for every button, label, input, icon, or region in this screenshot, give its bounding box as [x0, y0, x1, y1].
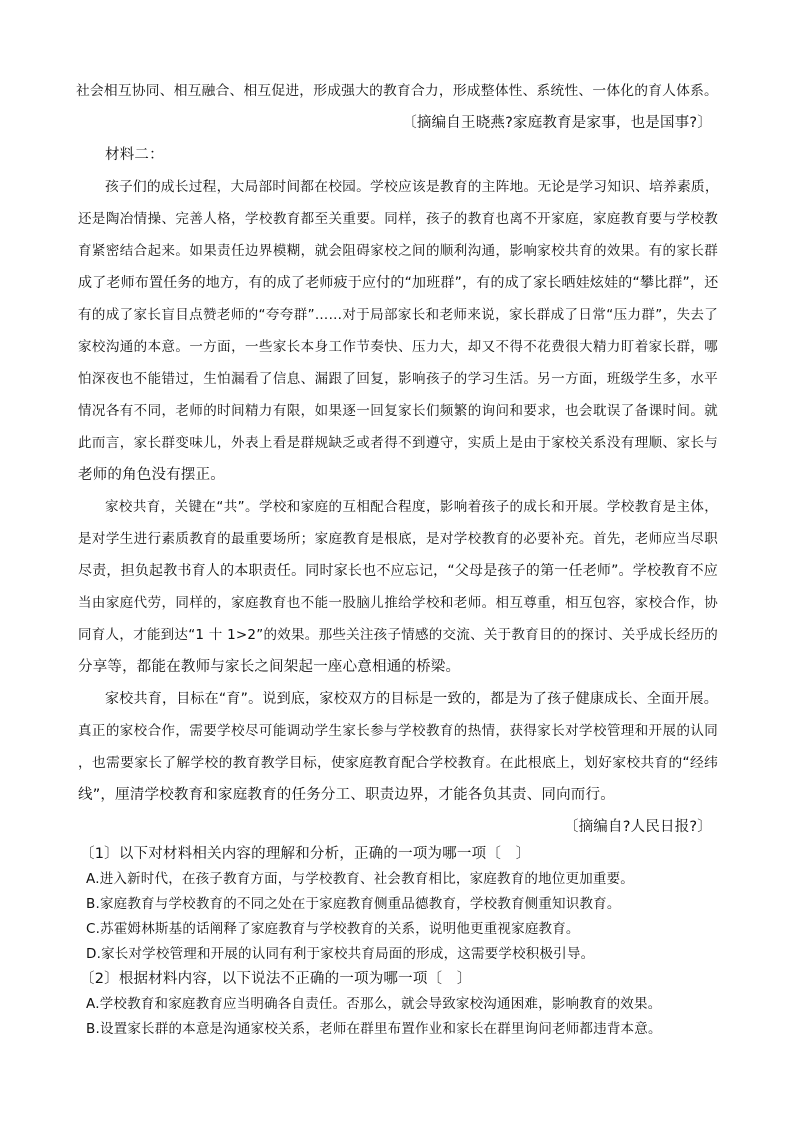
passage-line: 同育人，才能到达“1 十 1>2”的效果。那些关注孩子情感的交流、关于教育目的的探讨、关乎成长经历的 [78, 627, 718, 643]
passage-line: 此而言，家长群变味儿，外表上看是群规缺乏或者得不到遵守，实质上是由于家校关系没有理顺、家长与 [78, 435, 718, 451]
passage-line: 家校沟通的本意。一方面，一些家长本身工作节奏快、压力大，却又不得不花费很大精力盯着家长群，哪 [78, 339, 718, 355]
passage-line: 情况各有不同，老师的时间精力有限，如果逐一回复家长们频繁的询问和要求，也会耽误了备课时间。就 [78, 403, 718, 419]
answer-option-b[interactable]: B.设置家长群的本意是沟通家校关系，老师在群里布置作业和家长在群里询问老师都违背本意。 [86, 1021, 662, 1037]
passage-line: 家校共育，关键在“共”。学校和家庭的互相配合程度，影响着孩子的成长和开展。学校教育是主体， [105, 499, 718, 515]
passage-line: 还是陶冶情操、完善人格，学校教育都至关重要。同样，孩子的教育也离不开家庭，家庭教育要与学校教 [78, 211, 718, 227]
answer-option-a[interactable]: A.学校教育和家庭教育应当明确各自责任。否那么，就会导致家校沟通困难，影响教育的效果。 [86, 996, 662, 1012]
answer-option-a[interactable]: A.进入新时代，在孩子教育方面，与学校教育、社会教育相比，家庭教育的地位更加重要。 [86, 871, 634, 887]
section-heading: 材料二： [105, 147, 164, 163]
passage-line: 尽责，担负起教书育人的本职责任。同时家长也不应忘记，“父母是孩子的第一任老师”。学校教育不应 [78, 563, 718, 579]
passage-line: 社会相互协同、相互融合、相互促进，形成强大的教育合力，形成整体性、系统性、一体化的育人体系。 [76, 83, 718, 99]
passage-line: 怕深夜也不能错过，生怕漏看了信息、漏跟了回复，影响孩子的学习生活。另一方面，班级学生多，水平 [78, 371, 718, 387]
answer-option-c[interactable]: C.苏霍姆林斯基的话阐释了家庭教育与学校教育的关系，说明他更重视家庭教育。 [86, 921, 580, 937]
source-citation: 〔摘编自王晓燕?家庭教育是家事，也是国事?〕 [402, 115, 712, 131]
question-stem: 〔1〕以下对材料相关内容的理解和分析，正确的一项为哪一项〔 〕 [80, 846, 531, 862]
passage-line: 当由家庭代劳，同样的，家庭教育也不能一股脑儿推给学校和老师。相互尊重，相互包容，家校合作，协 [78, 595, 718, 611]
passage-line: 是对学生进行素质教育的最重要场所；家庭教育是根底，是对学校教育的必要补充。首先，老师应当尽职 [78, 531, 718, 547]
answer-option-d[interactable]: D.家长对学校管理和开展的认同有利于家校共育局面的形成，这需要学校积极引导。 [86, 946, 595, 962]
passage-line: 线”，厘清学校教育和家庭教育的任务分工、职责边界，才能各负其责、同向而行。 [78, 787, 615, 803]
passage-line: 真正的家校合作，需要学校尽可能调动学生家长参与学校教育的热情，获得家长对学校管理和开展的认同 [78, 723, 718, 739]
passage-line: 成了老师布置任务的地方，有的成了老师疲于应付的“加班群”，有的成了家长晒娃炫娃的“攀比群”，还 [78, 275, 719, 291]
passage-line: 孩子们的成长过程，大局部时间都在校园。学校应该是教育的主阵地。无论是学习知识、培养素质， [105, 179, 719, 195]
passage-line: 老师的角色没有摆正。 [78, 467, 225, 483]
answer-option-b[interactable]: B.家庭教育与学校教育的不同之处在于家庭教育侧重品德教育，学校教育侧重知识教育。 [86, 896, 621, 912]
source-citation: 〔摘编自?人民日报?〕 [563, 819, 712, 835]
passage-line: 家校共育，目标在“育”。说到底，家校双方的目标是一致的，都是为了孩子健康成长、全面开展。 [105, 691, 718, 707]
passage-line: 育紧密结合起来。如果责任边界模糊，就会阻碍家校之间的顺利沟通，影响家校共育的效果。有的家长群 [78, 243, 718, 259]
passage-line: ，也需要家长了解学校的教育教学目标，使家庭教育配合学校教育。在此根底上，划好家校共育的“经纬 [78, 755, 718, 771]
passage-line: 有的成了家长盲目点赞老师的“夸夸群”……对于局部家长和老师来说，家长群成了日常“压力群”，失去了 [78, 307, 718, 323]
question-stem: 〔2〕根据材料内容，以下说法不正确的一项为哪一项〔 〕 [80, 971, 472, 987]
passage-line: 分享等，都能在教师与家长之间架起一座心意相通的桥梁。 [78, 659, 461, 675]
